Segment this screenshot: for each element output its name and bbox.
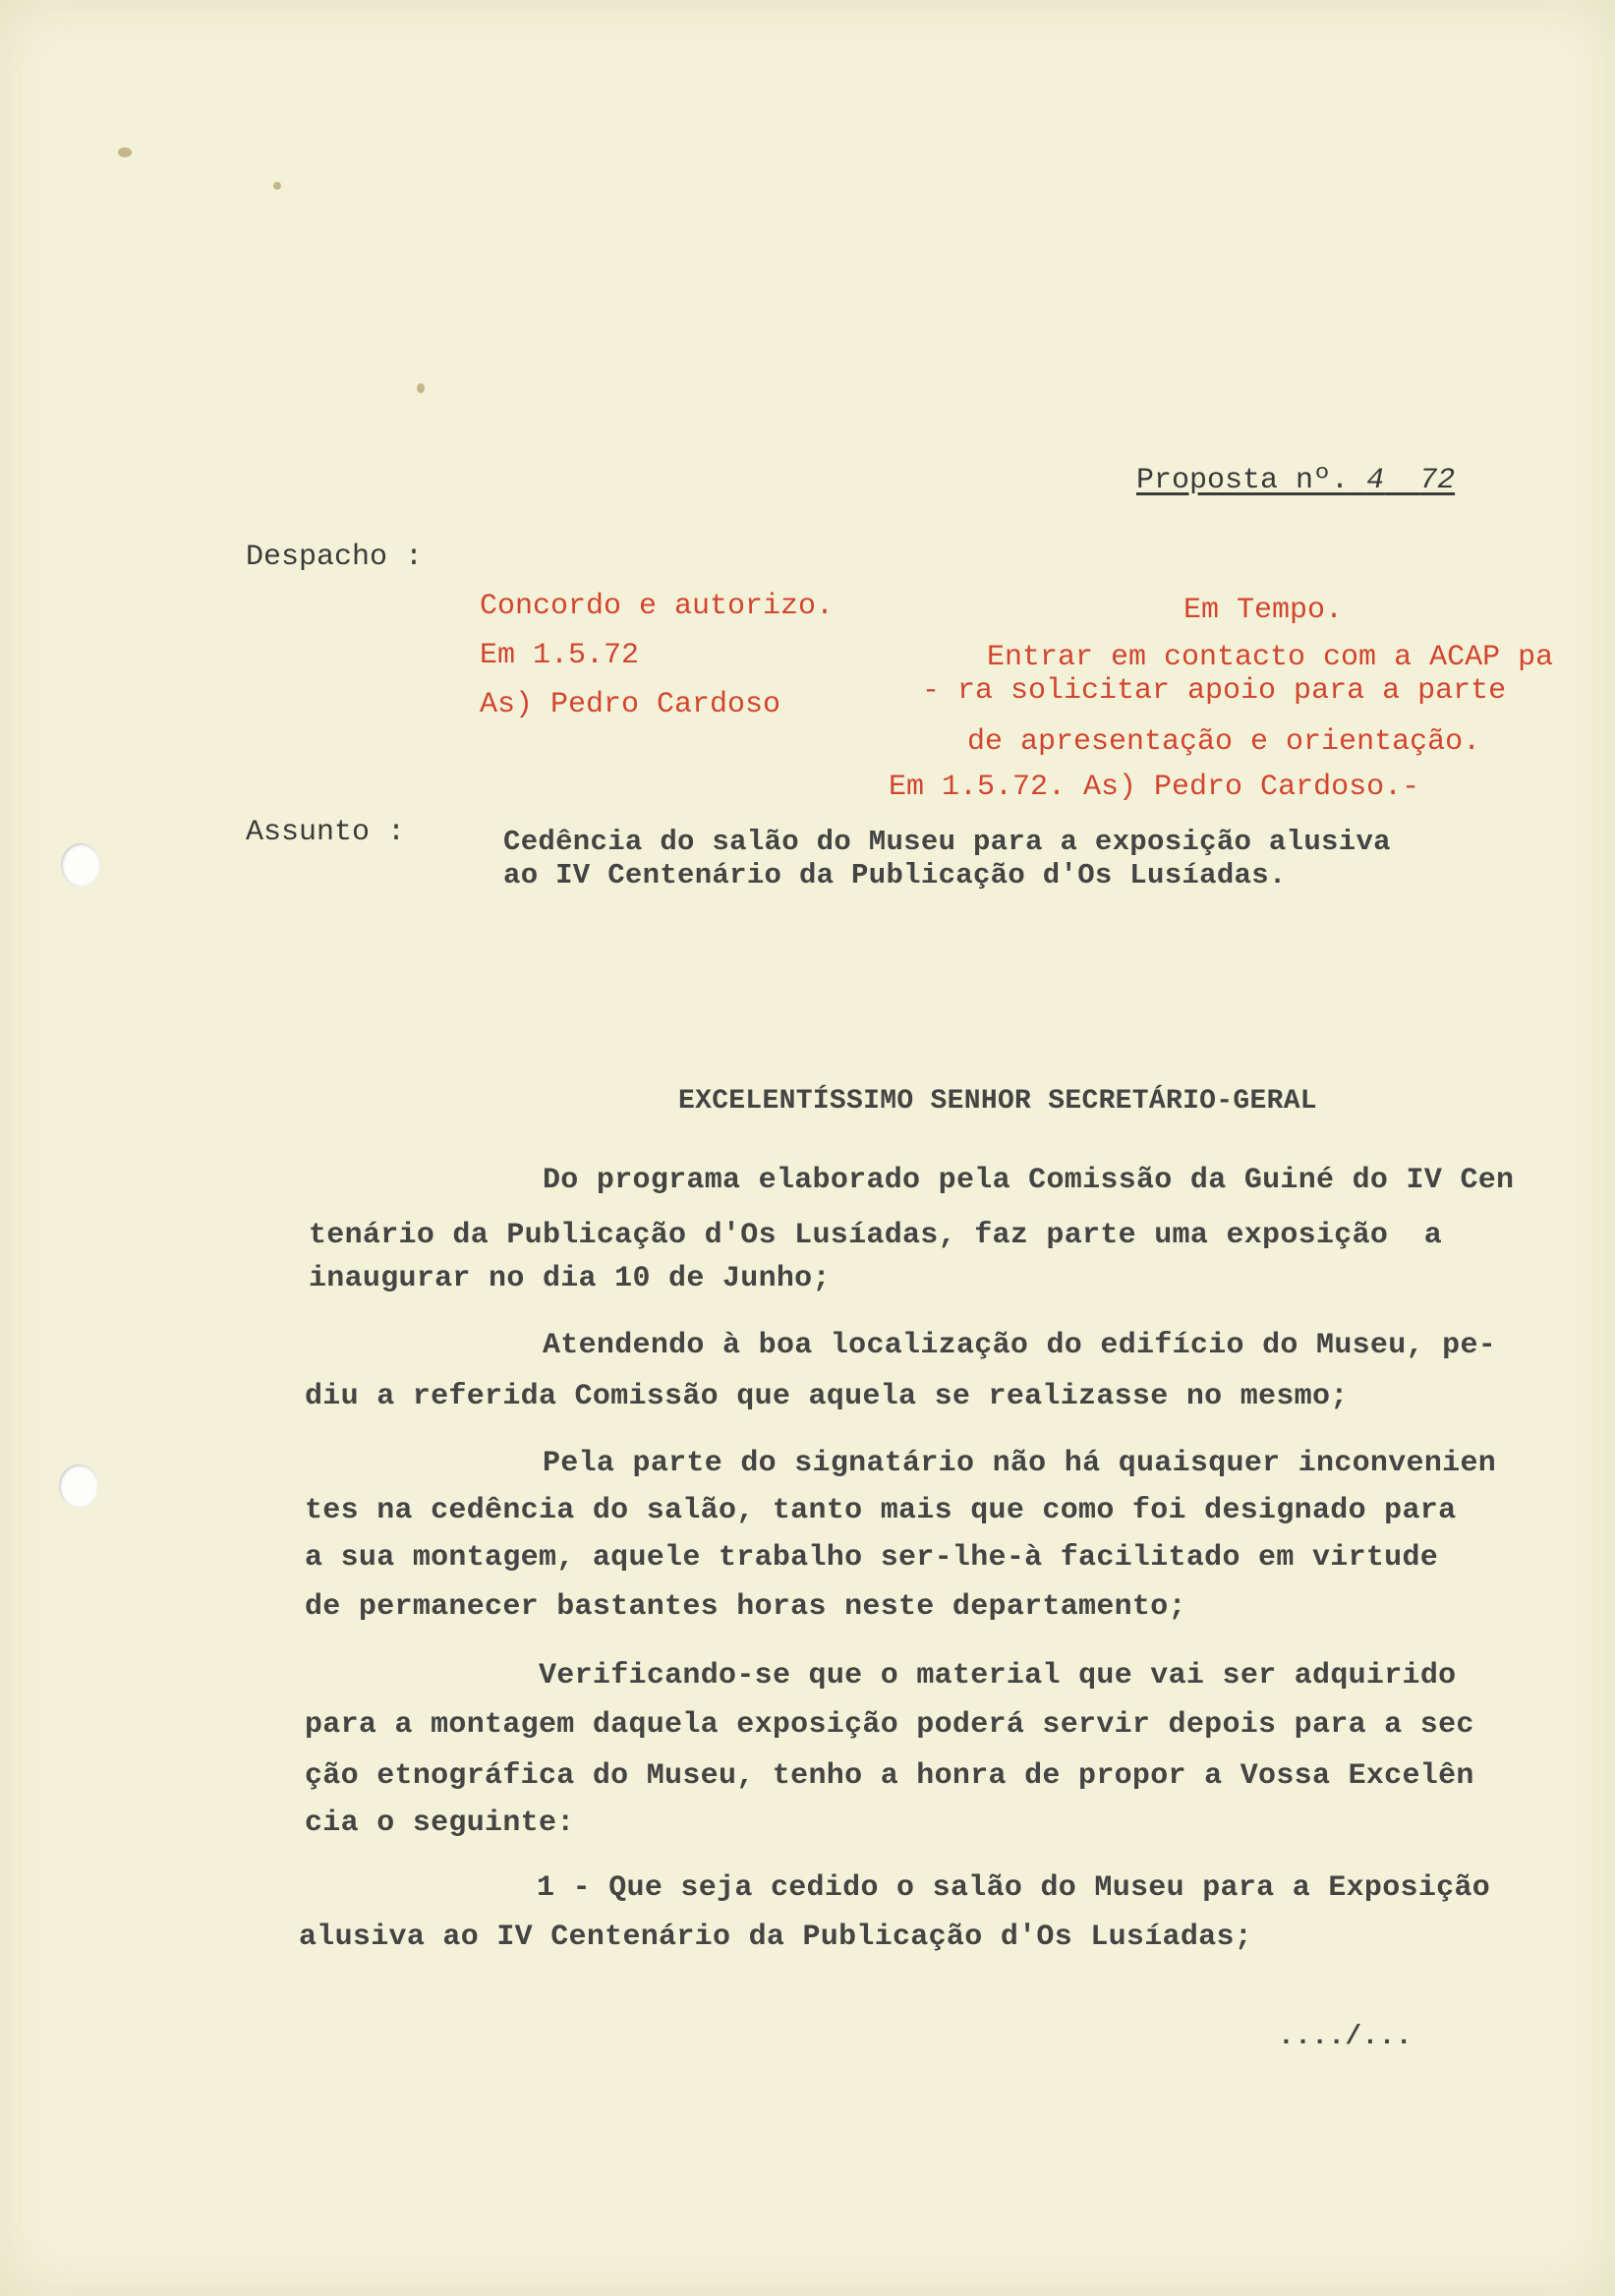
despacho-right-line: - ra solicitar apoio para a parte bbox=[922, 674, 1507, 708]
body-line: cia o seguinte: bbox=[305, 1807, 575, 1840]
body-line: Verificando-se que o material que vai ser adquirido bbox=[539, 1659, 1457, 1693]
body-line: alusiva ao IV Centenário da Publicação d'Os Lusíadas; bbox=[299, 1921, 1253, 1954]
proposta-year: 72 bbox=[1419, 464, 1456, 497]
body-line: diu a referida Comissão que aquela se realizasse no mesmo; bbox=[305, 1380, 1349, 1413]
stain-spot bbox=[273, 182, 281, 190]
continuation-mark: ..../... bbox=[1278, 2022, 1413, 2052]
body-line: 1 - Que seja cedido o salão do Museu para a Exposição bbox=[537, 1871, 1491, 1905]
despacho-right-line: de apresentação e orientação. bbox=[967, 725, 1481, 759]
salutation: EXCELENTÍSSIMO SENHOR SECRETÁRIO-GERAL bbox=[678, 1086, 1317, 1117]
despacho-left-line: Em 1.5.72 bbox=[480, 639, 640, 672]
body-line: Do programa elaborado pela Comissão da Guiné do IV Cen bbox=[543, 1164, 1515, 1197]
body-line: a sua montagem, aquele trabalho ser-lhe-à facilitado em virtude bbox=[305, 1541, 1439, 1575]
body-line: de permanecer bastantes horas neste departamento; bbox=[305, 1590, 1186, 1624]
proposta-heading bbox=[1066, 430, 1455, 531]
body-line: Pela parte do signatário não há quaisquer inconvenien bbox=[543, 1447, 1497, 1480]
body-line: tenário da Publicação d'Os Lusíadas, faz parte uma exposição a bbox=[309, 1219, 1443, 1252]
despacho-label: Despacho : bbox=[246, 541, 424, 574]
proposta-number: 4 bbox=[1366, 464, 1385, 497]
body-line: ção etnográfica do Museu, tenho a honra de propor a Vossa Excelên bbox=[305, 1759, 1474, 1793]
punch-hole-bottom bbox=[59, 1464, 98, 1508]
despacho-right-line: Entrar em contacto com a ACAP pa bbox=[987, 641, 1554, 674]
body-line: para a montagem daquela exposição poderá servir depois para a sec bbox=[305, 1708, 1474, 1742]
despacho-right-line: Em 1.5.72. As) Pedro Cardoso.- bbox=[889, 771, 1420, 804]
stain-spot bbox=[417, 383, 425, 393]
stain-spot bbox=[118, 147, 132, 157]
assunto-line: ao IV Centenário da Publicação d'Os Lusíadas. bbox=[503, 859, 1287, 891]
despacho-right-line: Em Tempo. bbox=[1183, 594, 1344, 627]
body-line: Atendendo à boa localização do edifício do Museu, pe- bbox=[543, 1329, 1497, 1362]
proposta-label: Proposta nº. bbox=[1136, 464, 1350, 497]
assunto-label: Assunto : bbox=[246, 816, 406, 849]
punch-hole-top bbox=[61, 843, 100, 887]
body-line: tes na cedência do salão, tanto mais que como foi designado para bbox=[305, 1494, 1457, 1527]
assunto-line: Cedência do salão do Museu para a exposição alusiva bbox=[503, 826, 1391, 858]
despacho-left-line: As) Pedro Cardoso bbox=[480, 688, 781, 721]
body-line: inaugurar no dia 10 de Junho; bbox=[309, 1262, 831, 1295]
despacho-left-line: Concordo e autorizo. bbox=[480, 590, 835, 623]
